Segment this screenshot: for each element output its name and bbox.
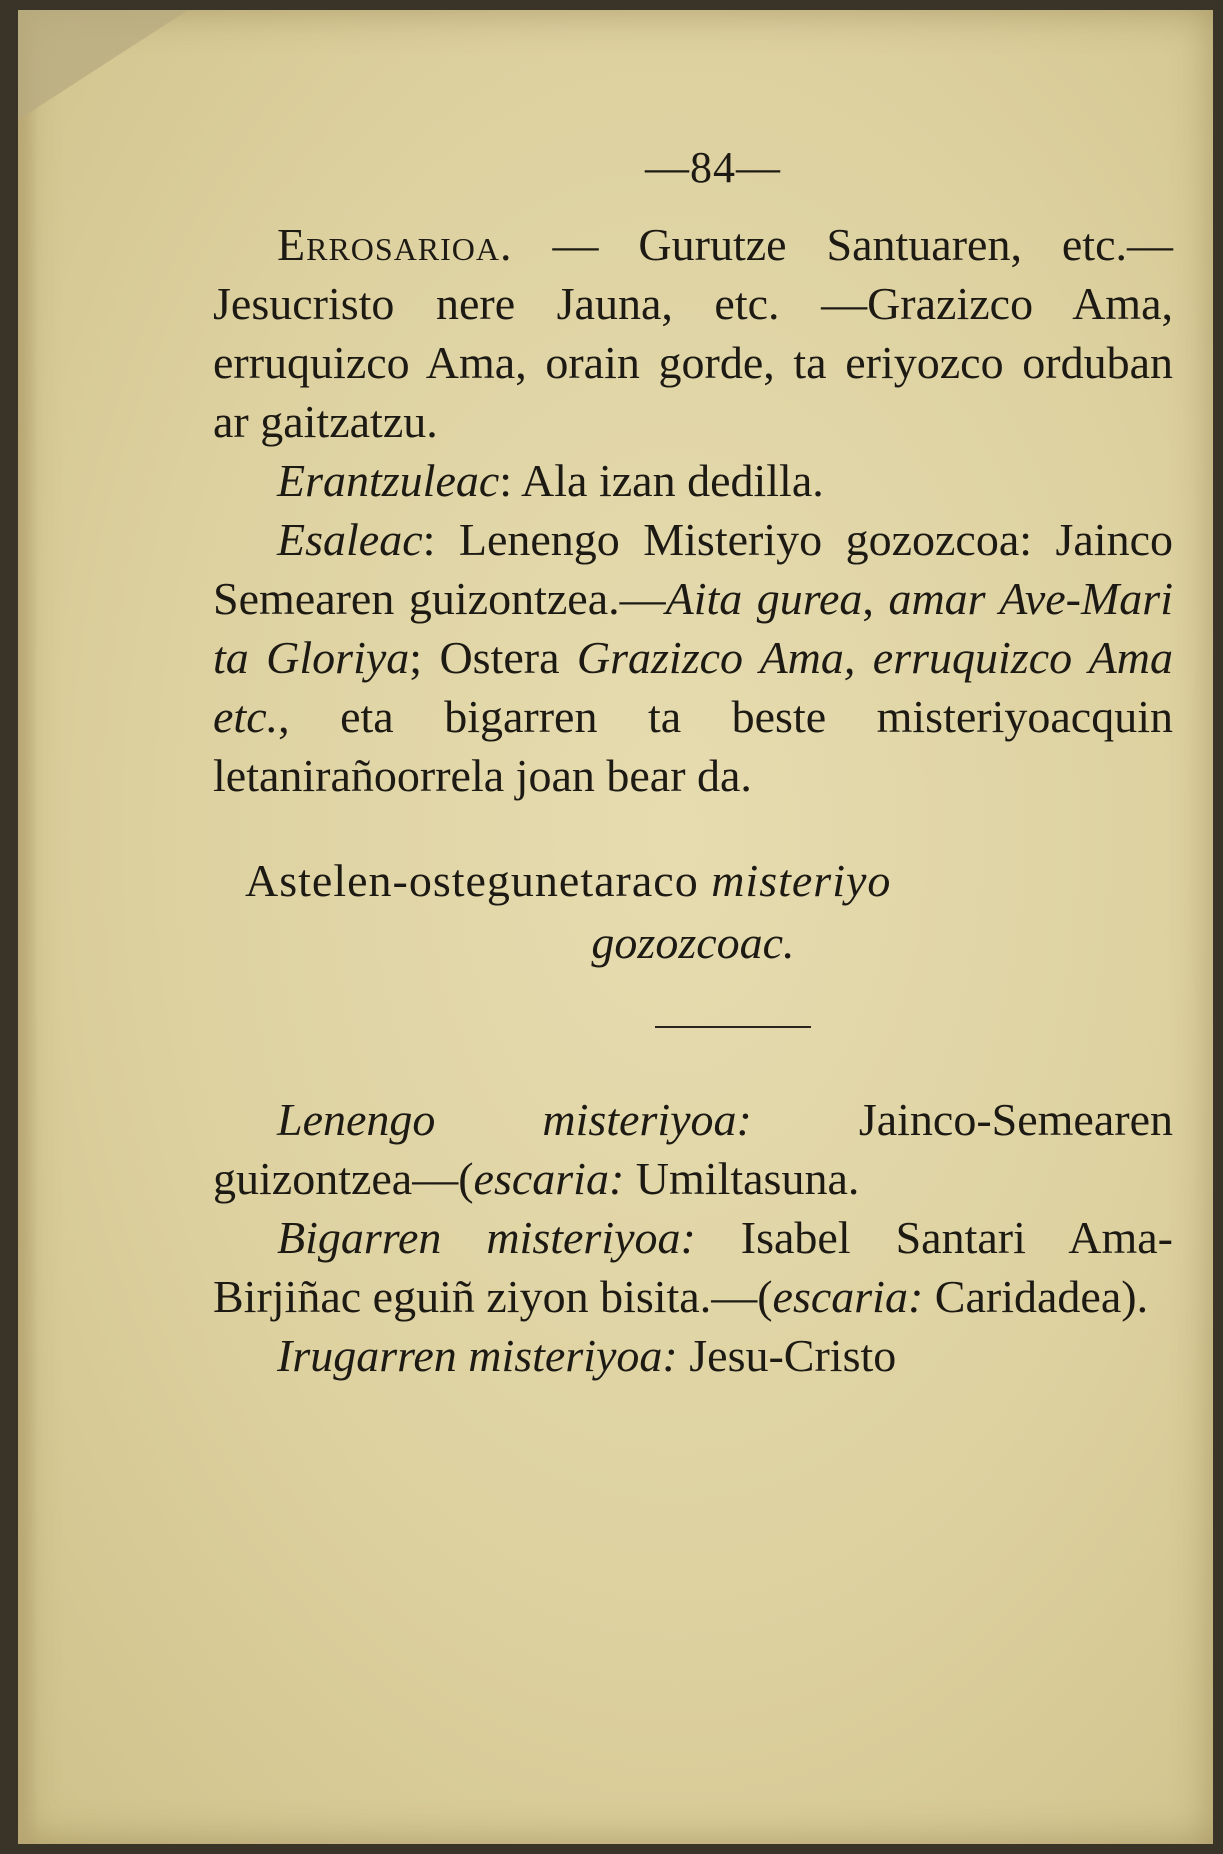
paragraph-text: Jainco-Semearen guizontzea—( <box>213 1094 1173 1204</box>
page-text <box>213 138 1173 1385</box>
heading-line-1 <box>213 850 1173 912</box>
folded-corner <box>18 10 188 120</box>
prayer-name: Grazizco Ama, erruquizco Ama etc. <box>213 632 1173 742</box>
section-lead: Errosarioa. <box>277 219 513 270</box>
heading-line-2: gozozcoac. <box>591 917 795 968</box>
paragraph-text: Isabel Santari Ama-Birjiñac eguiñ ziyon bisita.—( <box>213 1212 1173 1322</box>
page-edge-shadow <box>18 10 38 1844</box>
speaker-label: Erantzuleac <box>277 455 500 506</box>
section-heading <box>213 850 1173 974</box>
paragraph-errosarioa <box>213 215 1173 451</box>
mystery-label: Lenengo misteriyoa: <box>277 1094 752 1145</box>
heading-roman: Astelen-ostegunetaraco <box>245 855 699 906</box>
paragraph-text: Jesu-Cristo <box>677 1330 897 1381</box>
paragraph-text: , eta bigarren ta beste misteriyoacquin letanirañoorrela joan bear da. <box>213 691 1173 801</box>
paragraph-mystery-3 <box>213 1326 1173 1385</box>
prayer-name: amar Ave-Mari ta Gloriya <box>213 573 1173 683</box>
prayer-name: Aita gurea <box>665 573 863 624</box>
paragraph-text: : Ala izan dedilla. <box>499 455 824 506</box>
paragraph-erantzuleac <box>213 451 1173 510</box>
page-number: —84— <box>645 143 781 192</box>
speaker-label: Esaleac <box>277 514 423 565</box>
paragraph-text: : Lenengo Misteriyo gozozcoa: Jainco Semearen guizontzea.— <box>213 514 1173 624</box>
heading-italic: misteriyo <box>711 855 892 906</box>
paragraph-text: ; Ostera <box>409 632 577 683</box>
mystery-label: Bigarren misteriyoa: <box>277 1212 696 1263</box>
paragraph-mystery-1 <box>213 1090 1173 1208</box>
paragraph-text: Caridadea). <box>923 1271 1149 1322</box>
escaria-label: escaria: <box>473 1153 625 1204</box>
mystery-label: Irugarren misteriyoa: <box>277 1330 678 1381</box>
escaria-label: escaria: <box>772 1271 924 1322</box>
divider-rule <box>655 1026 811 1028</box>
paragraph-text: — Gurutze Santuaren, etc.—Jesucristo nere Jauna, etc. —Grazizco Ama, erruquizco Ama, orain gorde, ta eriyozco orduban ar gaitzatzu. <box>213 219 1173 447</box>
paragraph-mystery-2 <box>213 1208 1173 1326</box>
paragraph-text: , <box>862 573 889 624</box>
paragraph-text: Umiltasuna. <box>624 1153 860 1204</box>
paragraph-esaleac <box>213 510 1173 805</box>
